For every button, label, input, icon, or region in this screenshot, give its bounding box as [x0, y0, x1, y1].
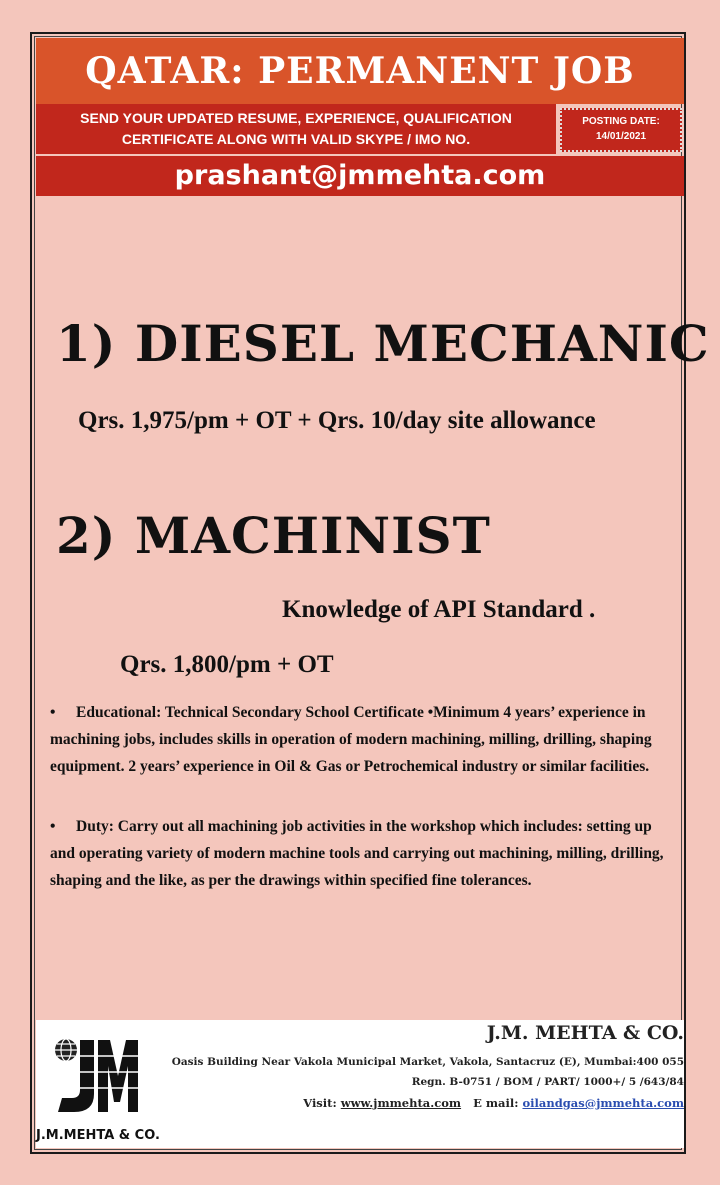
- send-instructions: [36, 104, 556, 154]
- job-knowledge-machinist: Knowledge of API Standard .: [282, 596, 596, 623]
- send-line-1: SEND YOUR UPDATED RESUME, EXPERIENCE, QUALIFICATION: [80, 110, 512, 126]
- bullet-dot-icon: •: [50, 704, 56, 721]
- job-salary-diesel-mechanic: Qrs. 1,975/pm + OT + Qrs. 10/day site allowance: [78, 407, 596, 434]
- jm-logo-icon: [50, 1036, 140, 1116]
- bullet-dot-icon: •: [50, 818, 56, 835]
- footer: [36, 1020, 684, 1148]
- email-label: E mail:: [473, 1096, 519, 1110]
- bullet-duty: [50, 813, 680, 894]
- posting-label: POSTING DATE:: [582, 116, 660, 127]
- visit-label: Visit:: [303, 1096, 337, 1110]
- registration-number: Regn. B-0751 / BOM / PART/ 1000+/ 5 /643/84: [411, 1076, 684, 1088]
- email-banner[interactable]: prashant@jmmehta.com: [36, 156, 684, 196]
- company-address: Oasis Building Near Vakola Municipal Market, Vakola, Santacruz (E), Mumbai:400 055: [171, 1056, 684, 1068]
- company-name: J.M. MEHTA & CO.: [486, 1022, 684, 1044]
- logo-caption: J.M.MEHTA & CO.: [36, 1128, 160, 1143]
- job-title-diesel-mechanic: 1) DIESEL MECHANIC: [56, 314, 710, 373]
- job-title-machinist: 2) MACHINIST: [56, 506, 491, 565]
- contact-line: [303, 1096, 684, 1110]
- website-link[interactable]: www.jmmehta.com: [340, 1096, 462, 1110]
- send-line-2: CERTIFICATE ALONG WITH VALID SKYPE / IMO NO.: [121, 131, 471, 147]
- bullet-text: Educational: Technical Secondary School Certificate •Minimum 4 years’ experience in machining jobs, includes skills in operation of modern machining, milling, drilling, shaping equipment. 2 years’ experience in Oil & Gas or Petrochemical industry or similar facilities.: [50, 704, 652, 775]
- email-link[interactable]: oilandgas@jmmehta.com: [522, 1096, 684, 1110]
- bullet-educational: [50, 699, 680, 780]
- posting-date: 14/01/2021: [595, 131, 647, 142]
- header-title: QATAR: PERMANENT JOB: [36, 38, 684, 104]
- job-salary-machinist: Qrs. 1,800/pm + OT: [120, 651, 334, 678]
- posting-date-box: [560, 108, 682, 152]
- bullet-text: Duty: Carry out all machining job activities in the workshop which includes: setting up and operating variety of modern machine tools and carrying out machining, milling, drilling, shaping and the like, as per the drawings within specified fine tolerances.: [50, 818, 664, 889]
